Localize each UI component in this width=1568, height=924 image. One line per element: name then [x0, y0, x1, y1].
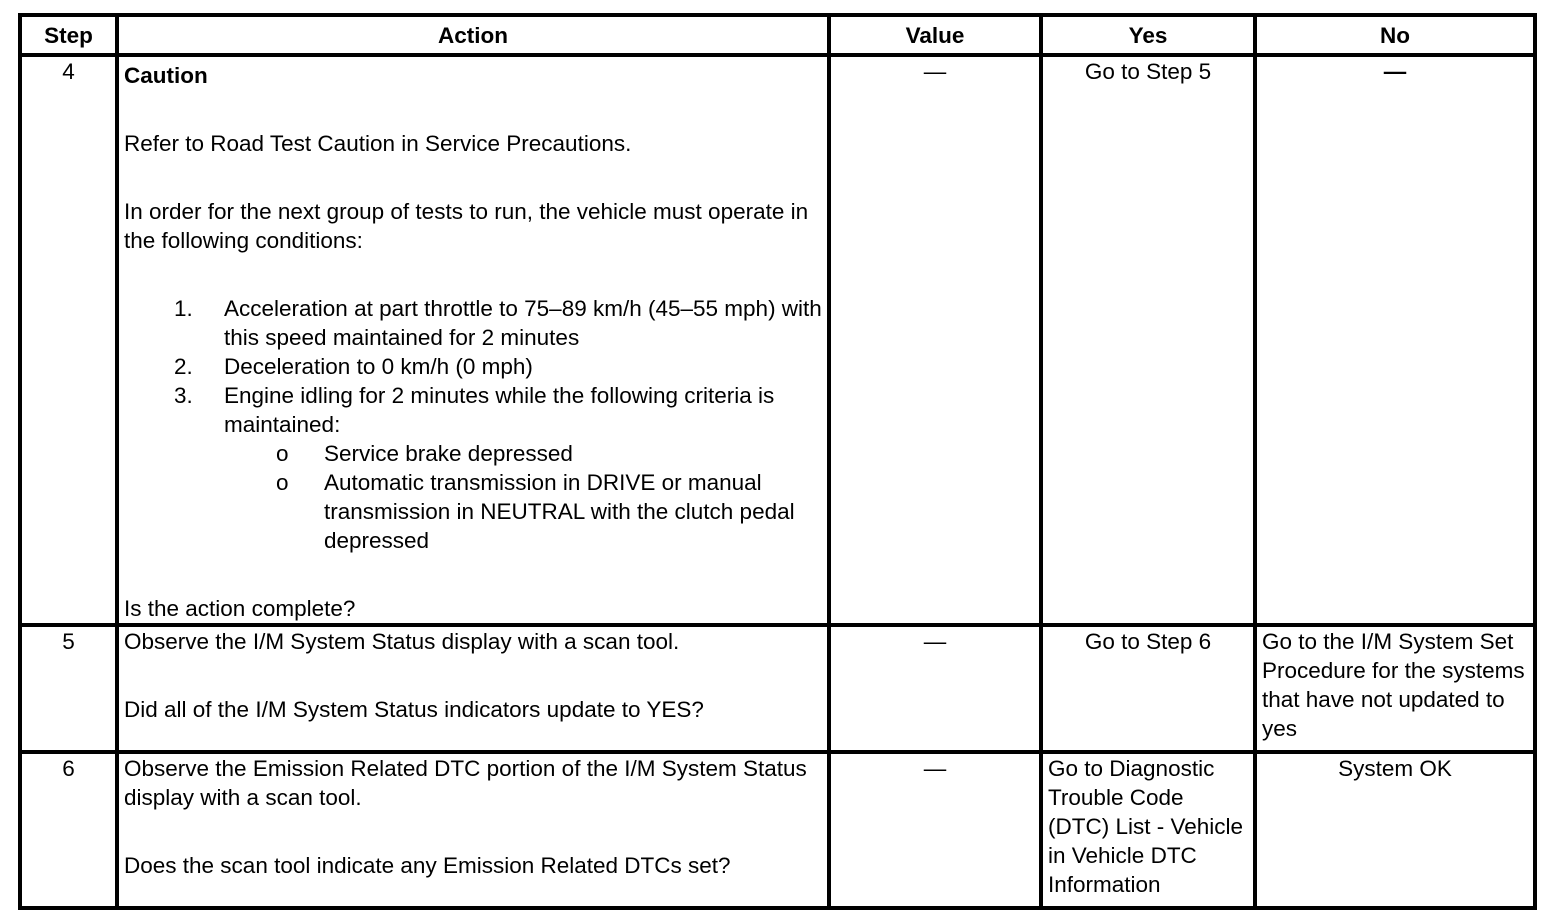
conditions-list: [124, 294, 822, 555]
list-item: 3. Engine idling for 2 minutes while the following criteria is maintained: o Service brake depressed o Automatic transmission in DRIVE or manual transmission in NEUTRAL with the clutch pedal depressed: [124, 381, 822, 555]
conditions-intro: In order for the next group of tests to run, the vehicle must operate in the following conditions:: [124, 199, 809, 253]
header-yes: Yes: [1041, 15, 1255, 55]
header-action: Action: [117, 15, 829, 55]
step-number: 5: [20, 625, 117, 752]
sublist-item: o Service brake depressed: [276, 441, 573, 466]
action-cell: [117, 625, 829, 752]
step-number: 4: [20, 55, 117, 625]
action-question: Is the action complete?: [124, 596, 356, 621]
step-number: 6: [20, 752, 117, 908]
caution-title: Caution: [124, 63, 208, 88]
list-item: 2. Deceleration to 0 km/h (0 mph): [174, 354, 533, 379]
caution-text: Refer to Road Test Caution in Service Precautions.: [124, 131, 632, 156]
header-step: Step: [20, 15, 117, 55]
no-cell: System OK: [1255, 752, 1535, 908]
action-question: Does the scan tool indicate any Emission Related DTCs set?: [124, 853, 731, 878]
action-text: Observe the Emission Related DTC portion of the I/M System Status display with a scan tool.: [124, 756, 807, 810]
value-cell: —: [829, 625, 1041, 752]
diagnostic-table: [18, 13, 1537, 910]
action-cell: [117, 752, 829, 908]
table-row-step-4: [20, 55, 1535, 625]
table-row-step-5: [20, 625, 1535, 752]
table-row-step-6: [20, 752, 1535, 908]
value-cell: —: [829, 55, 1041, 625]
no-cell: Go to the I/M System Set Procedure for the systems that have not updated to yes: [1255, 625, 1535, 752]
list-item: 1. Acceleration at part throttle to 75–89 km/h (45–55 mph) with this speed maintained for 2 minutes: [174, 296, 822, 350]
no-cell: —: [1255, 55, 1535, 625]
action-question: Did all of the I/M System Status indicators update to YES?: [124, 697, 704, 722]
yes-cell: Go to Step 5: [1041, 55, 1255, 625]
sublist-item: o Automatic transmission in DRIVE or manual transmission in NEUTRAL with the clutch pedal depressed: [276, 470, 795, 553]
header-no: No: [1255, 15, 1535, 55]
value-cell: —: [829, 752, 1041, 908]
action-text: Observe the I/M System Status display with a scan tool.: [124, 629, 680, 654]
header-row: [20, 15, 1535, 55]
action-cell: [117, 55, 829, 625]
yes-cell: Go to Diagnostic Trouble Code (DTC) List - Vehicle in Vehicle DTC Information: [1041, 752, 1255, 908]
header-value: Value: [829, 15, 1041, 55]
yes-cell: Go to Step 6: [1041, 625, 1255, 752]
criteria-sublist: [224, 439, 822, 555]
